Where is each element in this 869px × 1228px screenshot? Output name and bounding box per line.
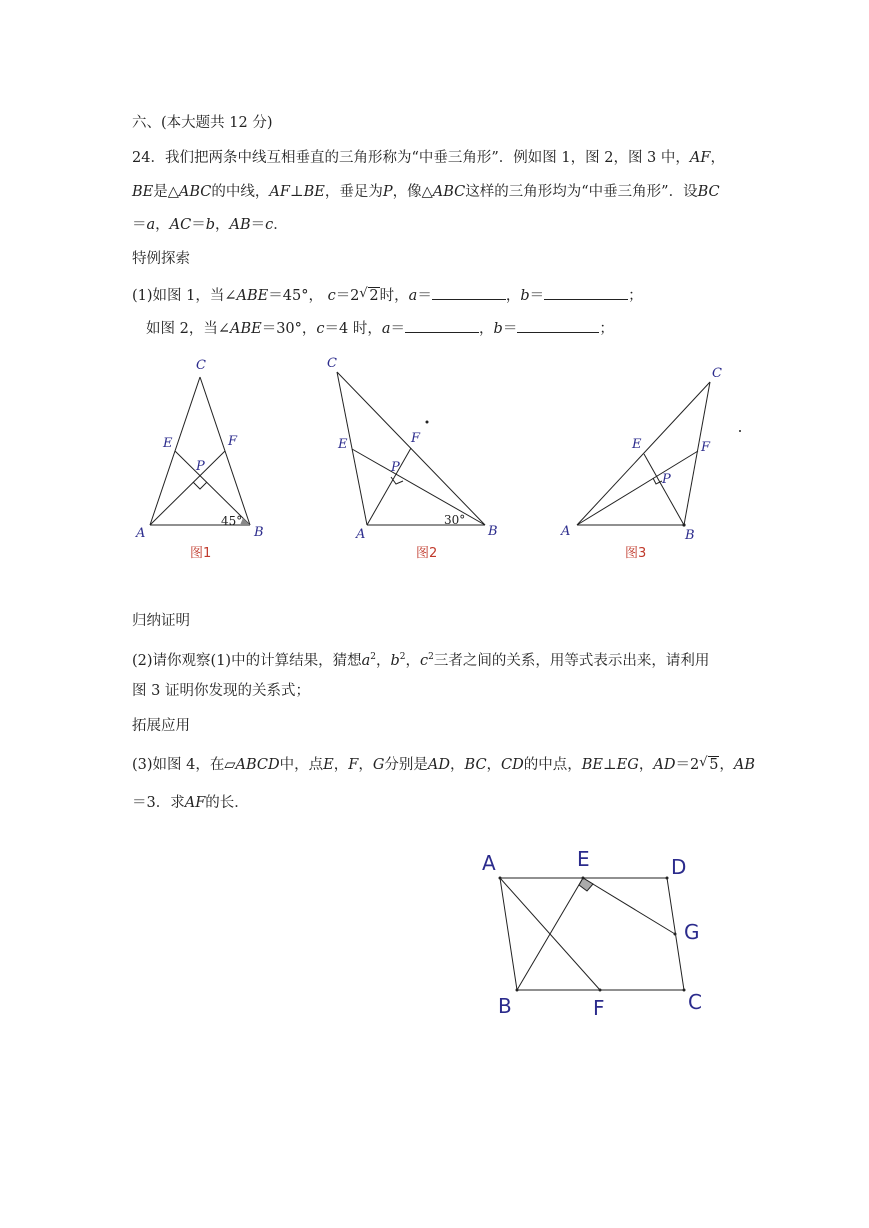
segment-be	[517, 878, 583, 990]
section-header: 六、(本大题共 12 分)	[132, 115, 273, 131]
answer-blank-b2[interactable]	[517, 318, 599, 333]
caption: 图3	[625, 546, 647, 561]
label-f: F	[411, 431, 421, 446]
point-b	[682, 523, 685, 526]
figure-3	[555, 350, 750, 565]
question-3-line-2: ＝3．求AF的长．	[132, 795, 249, 811]
right-angle-mark	[579, 878, 593, 891]
segment-eg	[583, 878, 675, 934]
problem-line-2: BE是△ABC的中线，AF⊥BE，垂足为P，像△ABC这样的三角形均为“中垂三角形”．设BC	[132, 184, 720, 200]
median-be	[644, 454, 684, 525]
caption: 图1	[190, 546, 212, 561]
label-e: E	[632, 437, 642, 452]
label-p: P	[662, 472, 671, 487]
label-e: E	[163, 436, 173, 451]
angle-label: 45°	[221, 514, 243, 528]
label-e: E	[338, 437, 348, 452]
label-c: C	[327, 356, 337, 371]
problem-line-1: 24．我们把两条中线互相垂直的三角形称为“中垂三角形”．例如图 1，图 2，图 3 中，AF，	[132, 150, 725, 166]
question-2-line-2: 图 3 证明你发现的关系式；	[132, 683, 310, 699]
label-b: B	[488, 524, 498, 539]
label-d: D	[671, 855, 687, 879]
label-c: C	[196, 358, 206, 373]
right-angle-mark	[193, 482, 207, 489]
median-af	[367, 448, 411, 525]
figure-4	[470, 840, 740, 1030]
question-3-line-1: (3)如图 4，在▱ABCD中，点E，F，G分别是AD，BC，CD的中点，BE⊥EG，AD＝2 √ 5，AB	[132, 755, 756, 773]
label-f: F	[593, 996, 605, 1020]
question-1-line-1: (1)如图 1，当∠ABE＝45°， c＝2 √ 2时，a＝ ，b＝ ；	[132, 286, 643, 304]
label-g: G	[684, 920, 700, 944]
answer-blank-a1[interactable]	[432, 285, 506, 300]
label-p: P	[391, 460, 400, 475]
sqrt-symbol: √ 2	[359, 286, 379, 304]
label-b: B	[498, 994, 512, 1018]
label-a: A	[561, 524, 571, 539]
parallelogram-abcd	[500, 878, 684, 990]
median-af	[577, 451, 698, 525]
median-af	[150, 451, 225, 525]
label-a: A	[356, 527, 366, 542]
label-p: P	[196, 459, 205, 474]
label-f: F	[228, 434, 238, 449]
label-b: B	[254, 525, 264, 540]
edge-ac	[577, 382, 710, 525]
answer-blank-b1[interactable]	[544, 285, 628, 300]
answer-blank-a2[interactable]	[405, 318, 479, 333]
label-b: B	[685, 528, 695, 543]
figure-2	[320, 350, 510, 565]
special-heading: 特例探索	[132, 251, 190, 267]
proof-heading: 归纳证明	[132, 613, 190, 629]
label-f: F	[701, 440, 711, 455]
label-e: E	[577, 847, 590, 871]
label-a: A	[482, 851, 496, 875]
caption: 图2	[416, 546, 438, 561]
angle-label: 30°	[444, 513, 466, 527]
label-a: A	[136, 526, 146, 541]
label-c: C	[712, 366, 722, 381]
sqrt-symbol: √ 5	[699, 755, 719, 773]
figure-1	[130, 350, 280, 565]
question-1-line-2: 如图 2，当∠ABE＝30°，c＝4 时，a＝ ，b＝ ；	[146, 318, 614, 339]
extend-heading: 拓展应用	[132, 718, 190, 734]
stray-dot	[426, 421, 429, 424]
problem-line-3: ＝a，AC＝b，AB＝c．	[132, 217, 288, 233]
stray-dot	[739, 430, 741, 432]
label-c: C	[688, 990, 702, 1014]
question-2-line-1: (2)请你观察(1)中的计算结果，猜想$a^2$，$b^2$，$c^2$三者之间的关系，用等式表示出来，请利用	[132, 652, 710, 669]
